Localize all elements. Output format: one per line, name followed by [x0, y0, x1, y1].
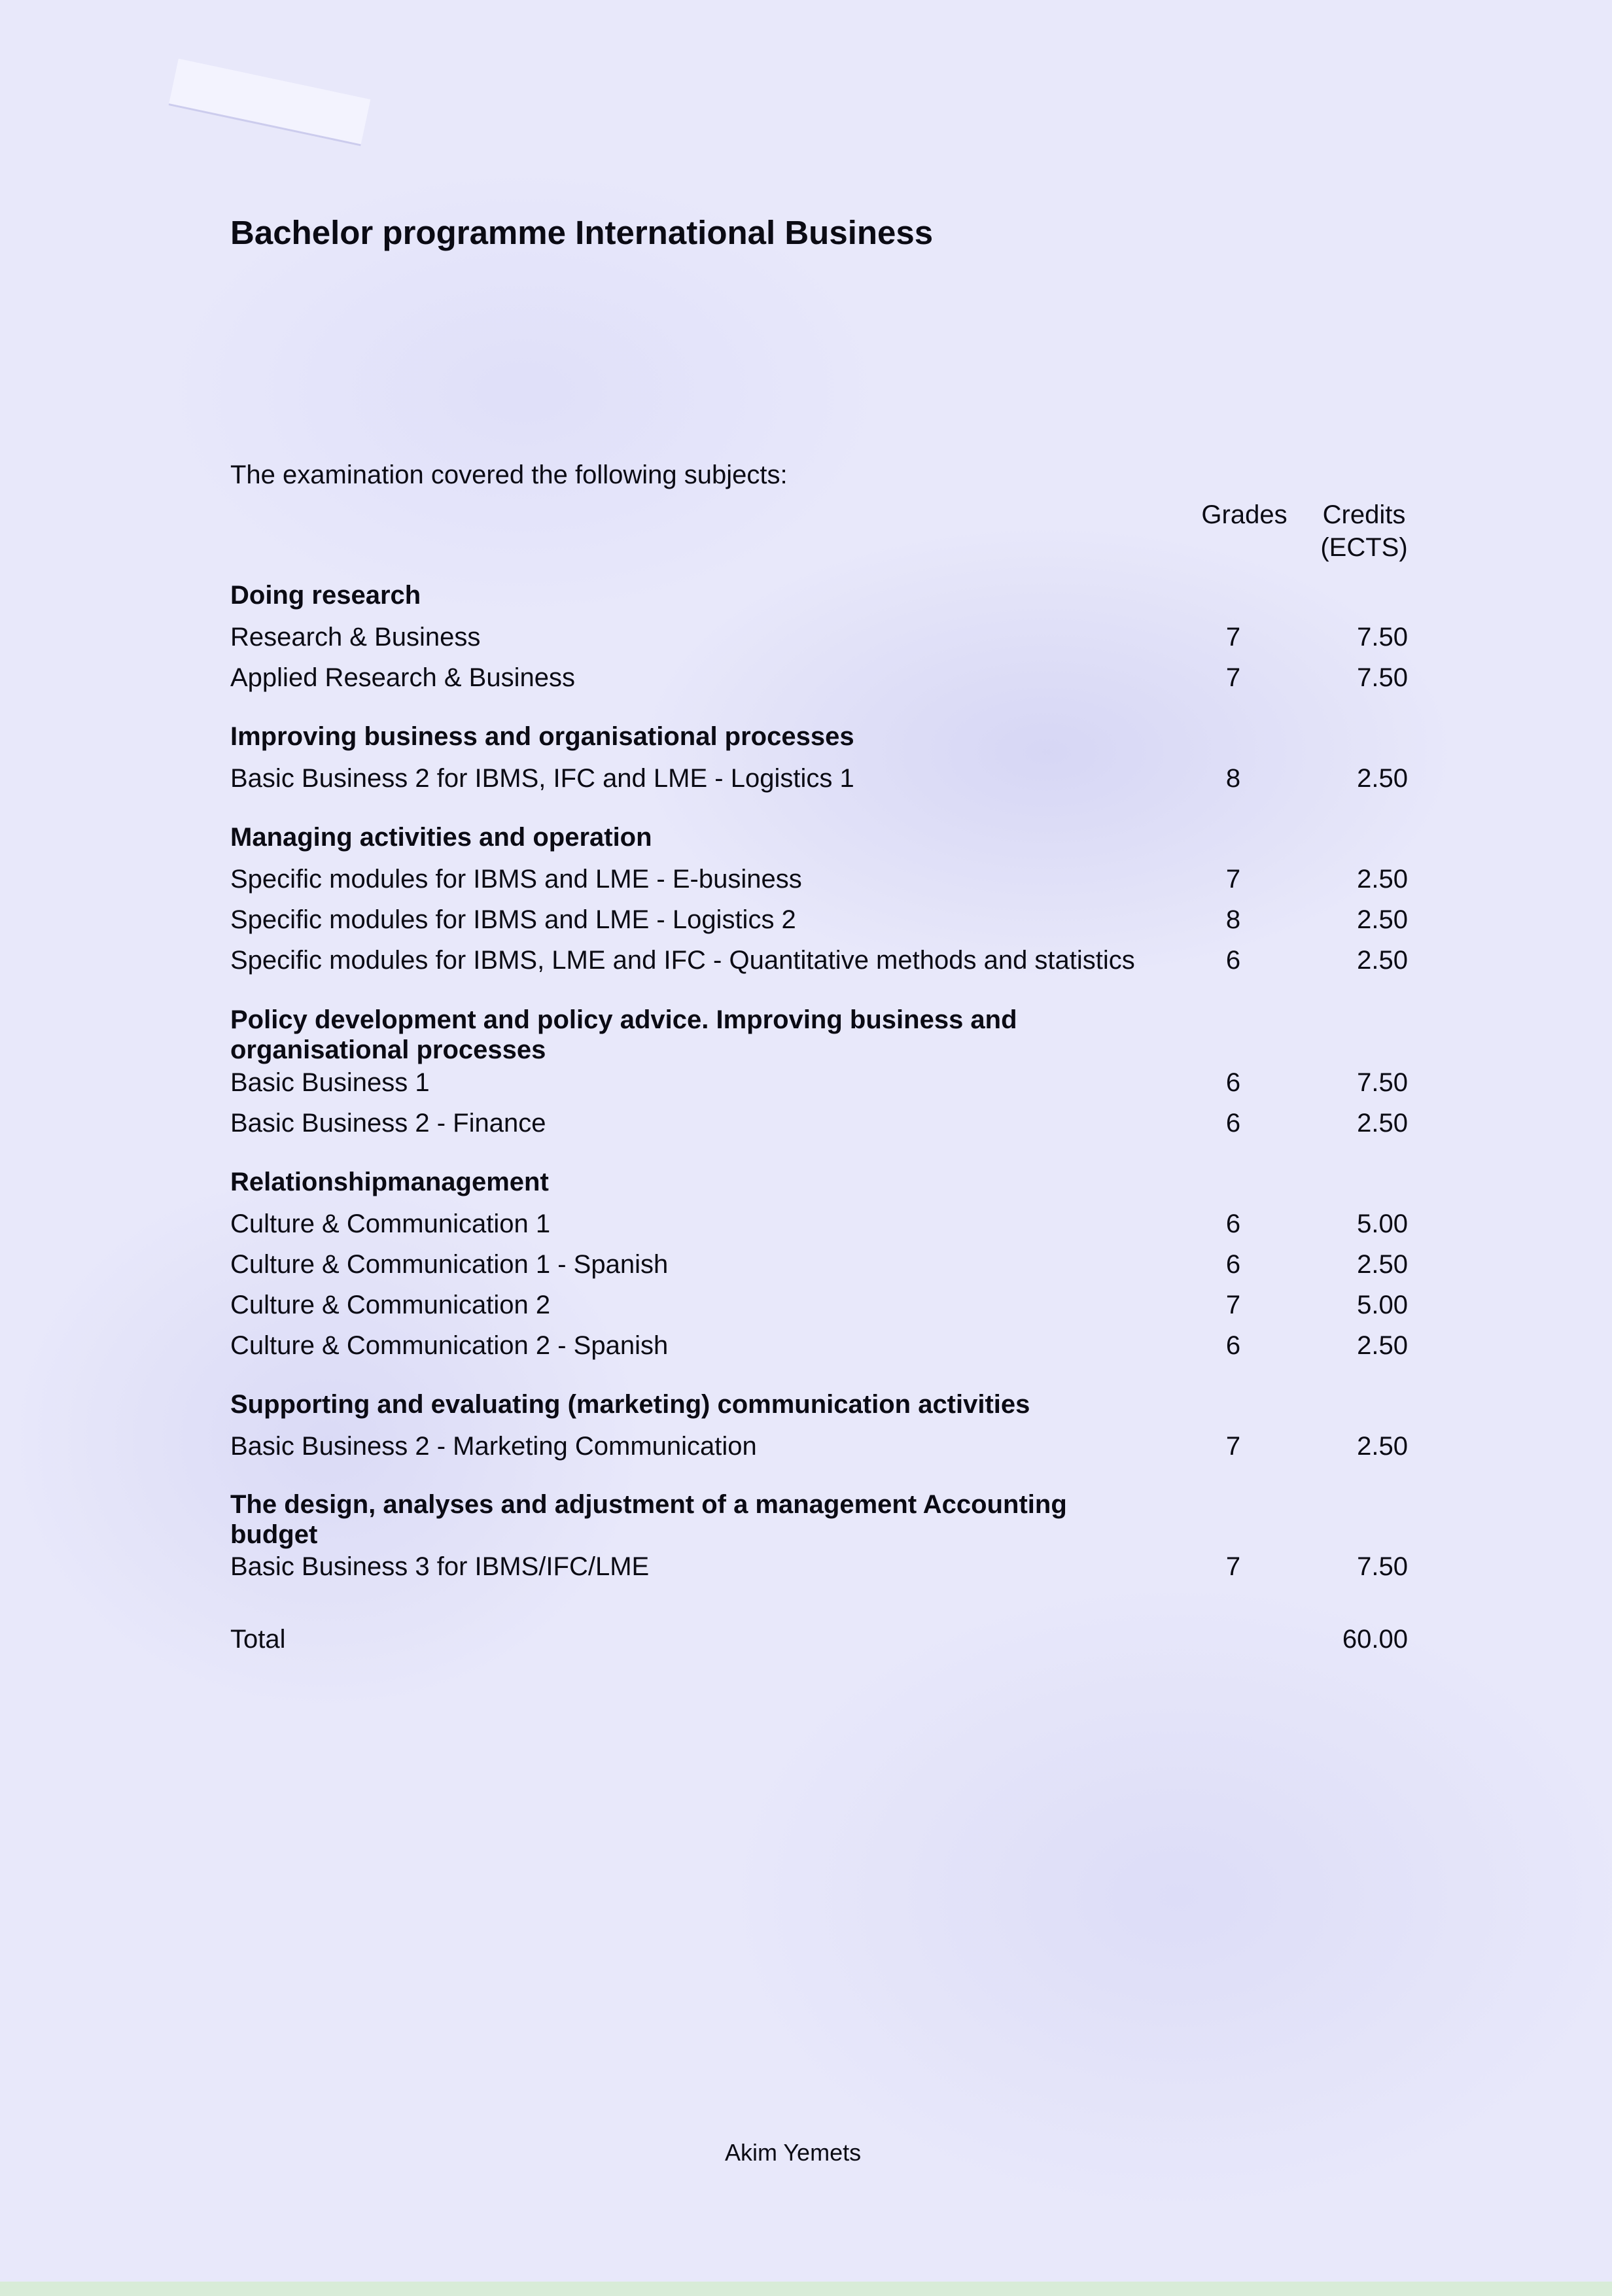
subject-name: Basic Business 1 [230, 1068, 430, 1097]
subject-credits: 2.50 [1357, 905, 1408, 934]
subject-credits: 2.50 [1357, 946, 1408, 975]
intro-text: The examination covered the following subjects: [230, 461, 788, 489]
group-heading: Doing research [230, 581, 421, 610]
subject-grade: 7 [1225, 663, 1241, 692]
subject-credits: 2.50 [1357, 764, 1408, 793]
subject-credits: 2.50 [1357, 1432, 1408, 1461]
subject-grade: 8 [1225, 905, 1241, 934]
subject-name: Culture & Communication 1 [230, 1209, 551, 1238]
subject-credits: 7.50 [1357, 1552, 1408, 1581]
subject-grade: 6 [1225, 1250, 1241, 1279]
subject-grade: 7 [1225, 865, 1241, 894]
group-heading: Supporting and evaluating (marketing) communication activities [230, 1390, 1030, 1419]
subject-name: Specific modules for IBMS, LME and IFC - Quantitative methods and statistics [230, 946, 1135, 975]
subject-name: Culture & Communication 2 - Spanish [230, 1331, 669, 1360]
student-name: Akim Yemets [725, 2139, 862, 2166]
subject-name: Culture & Communication 1 - Spanish [230, 1250, 669, 1279]
total-label: Total [230, 1625, 286, 1654]
subject-credits: 7.50 [1357, 623, 1408, 652]
subject-grade: 6 [1225, 946, 1241, 975]
subject-name: Culture & Communication 2 [230, 1291, 551, 1319]
group-heading: Managing activities and operation [230, 823, 652, 852]
total-credits: 60.00 [1342, 1625, 1408, 1654]
subject-name: Applied Research & Business [230, 663, 575, 692]
subject-name: Specific modules for IBMS and LME - Logistics 2 [230, 905, 796, 934]
subject-grade: 6 [1225, 1068, 1241, 1097]
subject-name: Research & Business [230, 623, 481, 652]
group-heading: The design, analyses and adjustment of a management Accounting budget [230, 1490, 1067, 1549]
subject-credits: 5.00 [1357, 1209, 1408, 1238]
subject-grade: 7 [1225, 1432, 1241, 1461]
subject-credits: 2.50 [1357, 865, 1408, 894]
credits-header-line1: Credits [1322, 500, 1406, 529]
subject-name: Basic Business 2 - Finance [230, 1109, 546, 1138]
subject-credits: 2.50 [1357, 1109, 1408, 1138]
subject-credits: 2.50 [1357, 1331, 1408, 1360]
subject-credits: 5.00 [1357, 1291, 1408, 1319]
subject-name: Basic Business 2 - Marketing Communication [230, 1432, 757, 1461]
document-title: Bachelor programme International Business [230, 214, 934, 251]
subject-grade: 6 [1225, 1331, 1241, 1360]
group-heading: Relationshipmanagement [230, 1168, 549, 1196]
subject-grade: 6 [1225, 1209, 1241, 1238]
subject-credits: 2.50 [1357, 1250, 1408, 1279]
subject-grade: 7 [1225, 1552, 1241, 1581]
credits-header-line2: (ECTS) [1320, 533, 1408, 562]
group-heading: Policy development and policy advice. Improving business and organisational processes [230, 1005, 1017, 1064]
credits-header [1305, 498, 1423, 564]
subject-credits: 7.50 [1357, 1068, 1408, 1097]
subject-name: Basic Business 3 for IBMS/IFC/LME [230, 1552, 650, 1581]
subject-grade: 8 [1225, 764, 1241, 793]
group-heading: Improving business and organisational processes [230, 722, 854, 751]
subject-name: Basic Business 2 for IBMS, IFC and LME - Logistics 1 [230, 764, 854, 793]
subject-credits: 7.50 [1357, 663, 1408, 692]
subject-grade: 6 [1225, 1109, 1241, 1138]
grades-header: Grades [1201, 500, 1288, 529]
subject-name: Specific modules for IBMS and LME - E-business [230, 865, 802, 894]
subject-grade: 7 [1225, 623, 1241, 652]
subject-grade: 7 [1225, 1291, 1241, 1319]
scan-edge [0, 2282, 1612, 2296]
